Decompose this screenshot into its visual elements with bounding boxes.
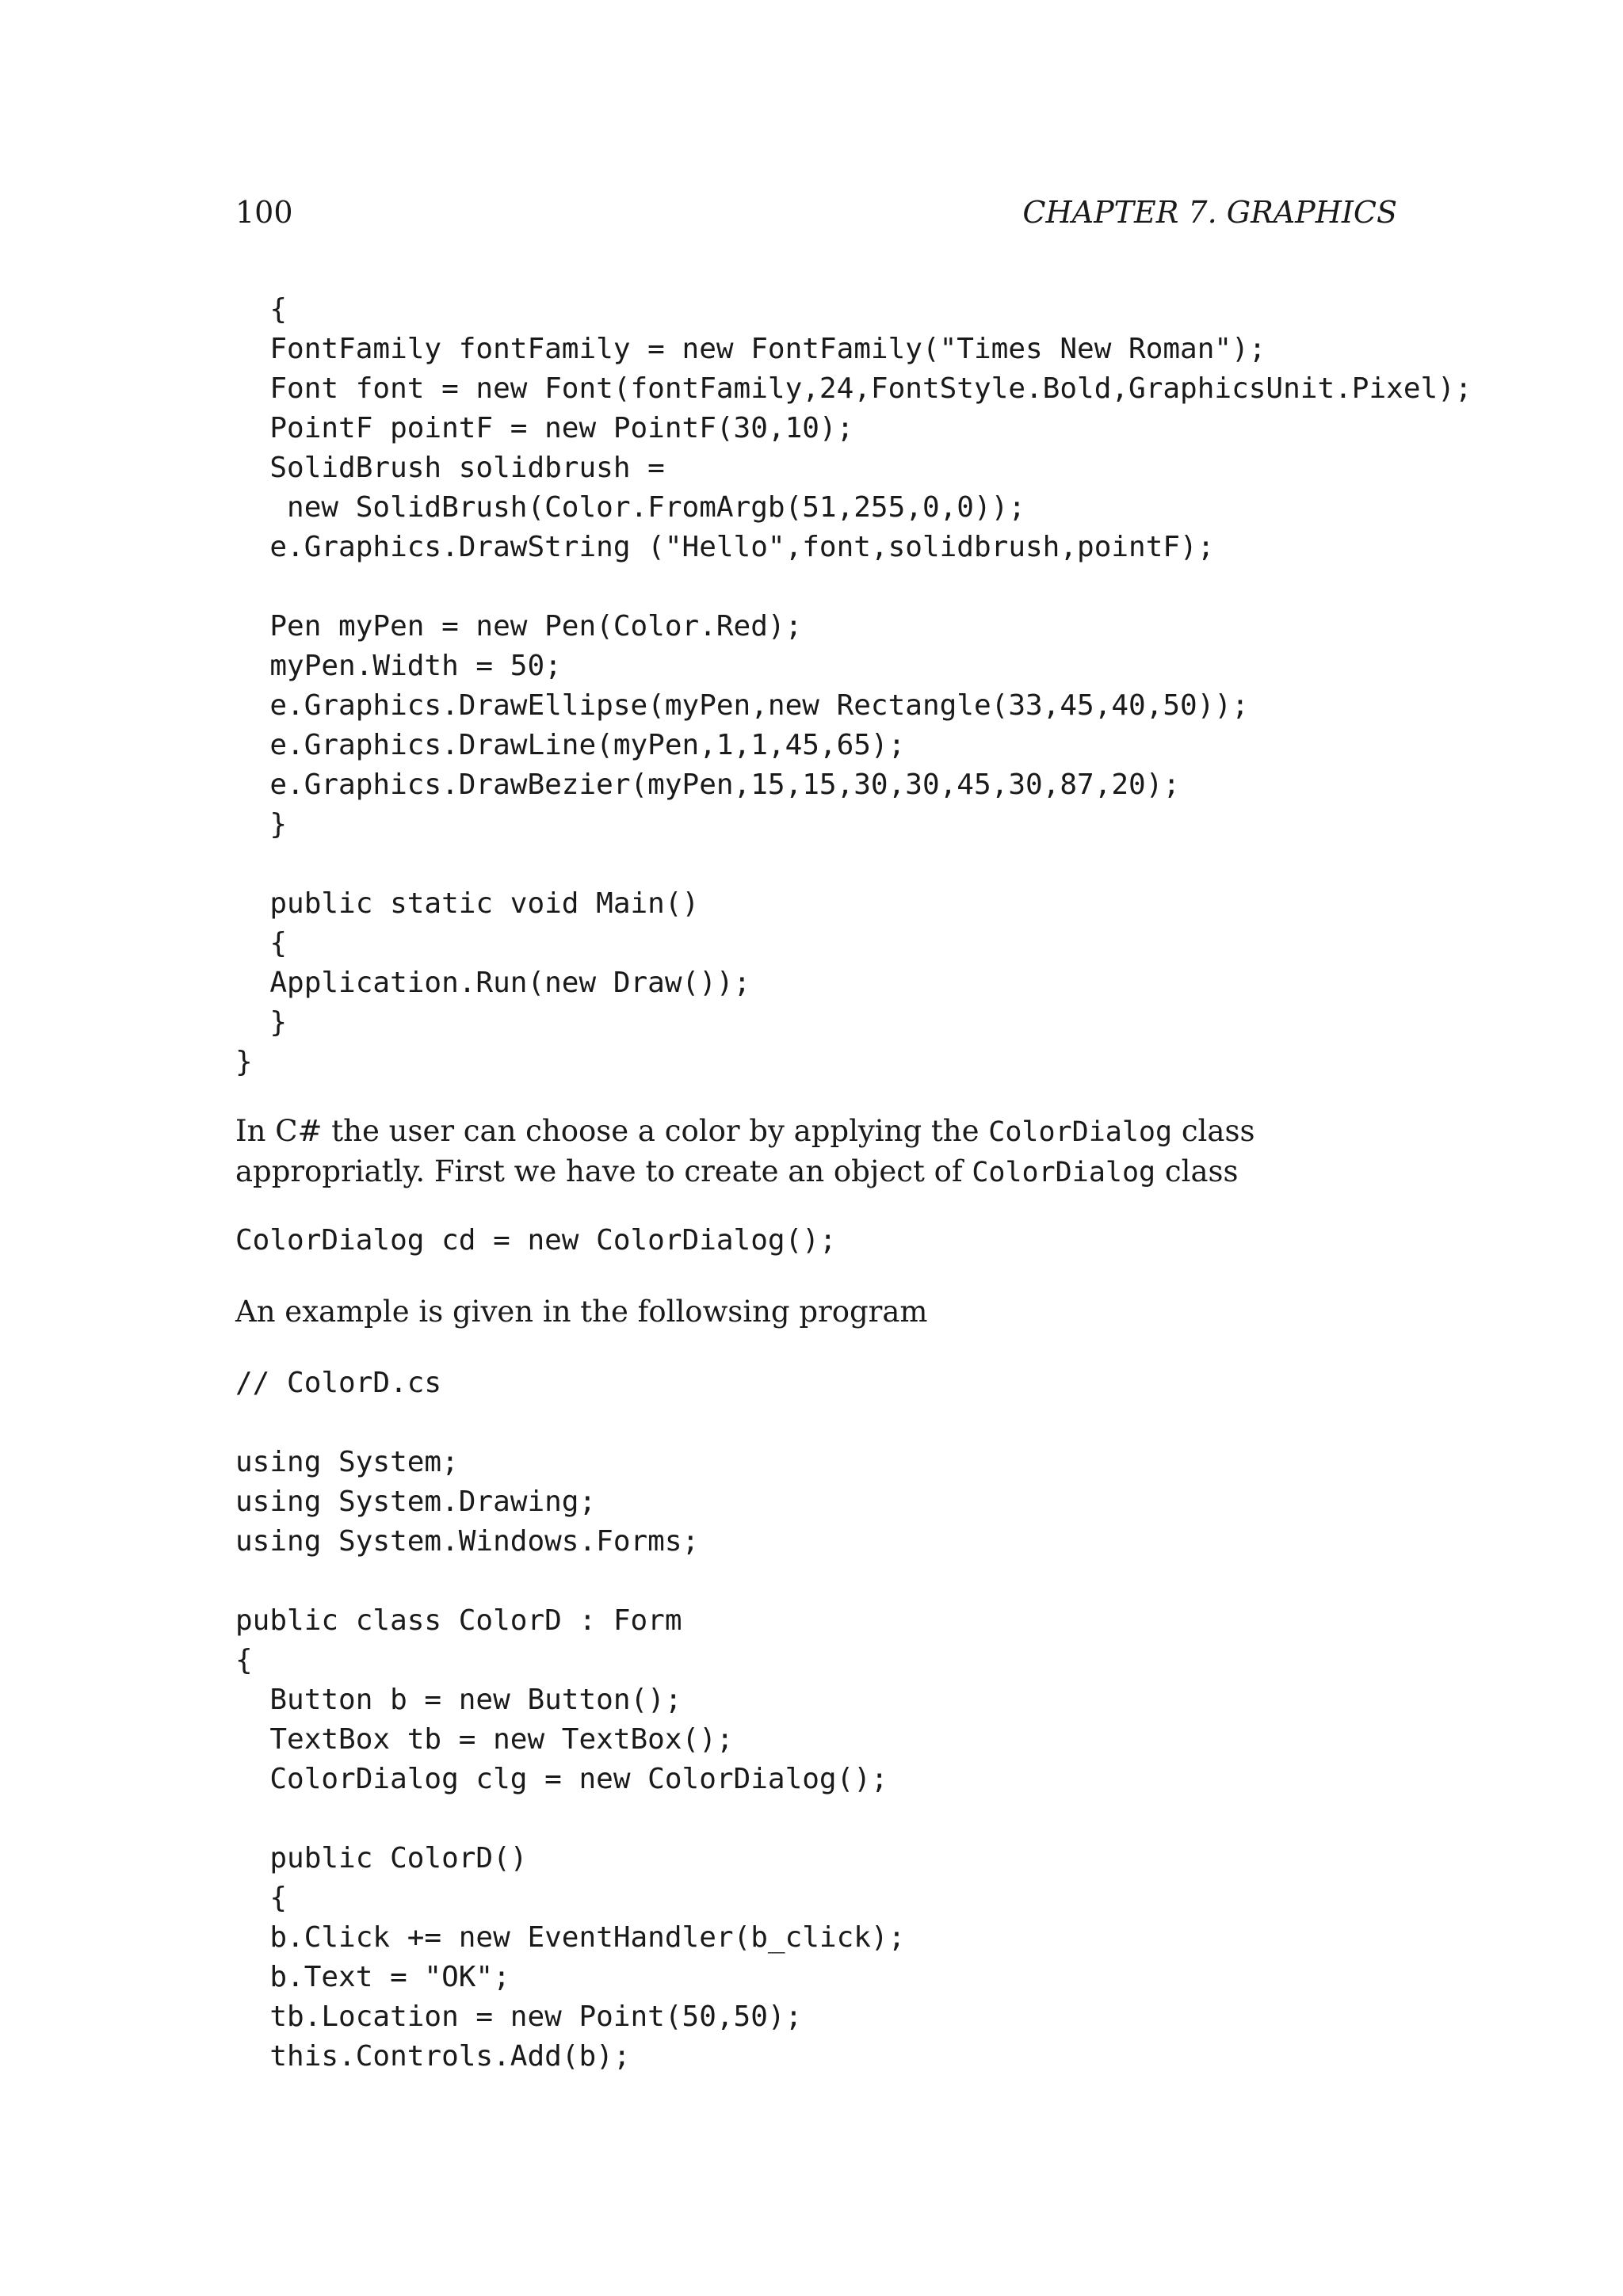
page-number: 100 [235,195,293,230]
paragraph-text: class appropriatly. First we have to create an object of [235,1114,1255,1188]
paragraph-colordialog-intro [235,1112,1408,1192]
paragraph-text: class [1155,1154,1239,1188]
page-header [235,195,1397,242]
code-line-colordialog: ColorDialog cd = new ColorDialog(); [235,1224,837,1257]
running-head: CHAPTER 7. GRAPHICS [1022,195,1397,230]
code-block-draw: { FontFamily fontFamily = new FontFamily("Times New Roman"); Font font = new Font(fontFamily,24,FontStyle.Bold,GraphicsUnit.Pixel); PointF pointF = new PointF(30,10); SolidBrush solidbrush = new SolidBrush(Color.FromArgb(51,255,0,0)); e.Graphics.DrawString ("Hello",font,solidbrush,pointF); Pen myPen = new Pen(Color.Red); myPen.Width = 50; e.Graphics.DrawEllipse(myPen,new Rectangle(33,45,40,50)); e.Graphics.DrawLine(myPen,1,1,45,65); e.Graphics.DrawBezier(myPen,15,15,30,30,45,30,87,20); } public static void Main() { Application.Run(new Draw()); } } [235,293,1472,1078]
paragraph-text: In C# the user can choose a color by applying the [235,1114,989,1148]
inline-code: ColorDialog [972,1157,1156,1188]
paragraph-example: An example is given in the followsing program [235,1295,928,1329]
code-block-colord: // ColorD.cs using System; using System.Drawing; using System.Windows.Forms; public class ColorD : Form { Button b = new Button(); TextBox tb = new TextBox(); ColorDialog clg = new ColorDialog(); public ColorD() { b.Click += new EventHandler(b_click); b.Text = "OK"; tb.Location = new Point(50,50); this.Controls.Add(b); [235,1367,906,2073]
inline-code: ColorDialog [988,1116,1173,1148]
